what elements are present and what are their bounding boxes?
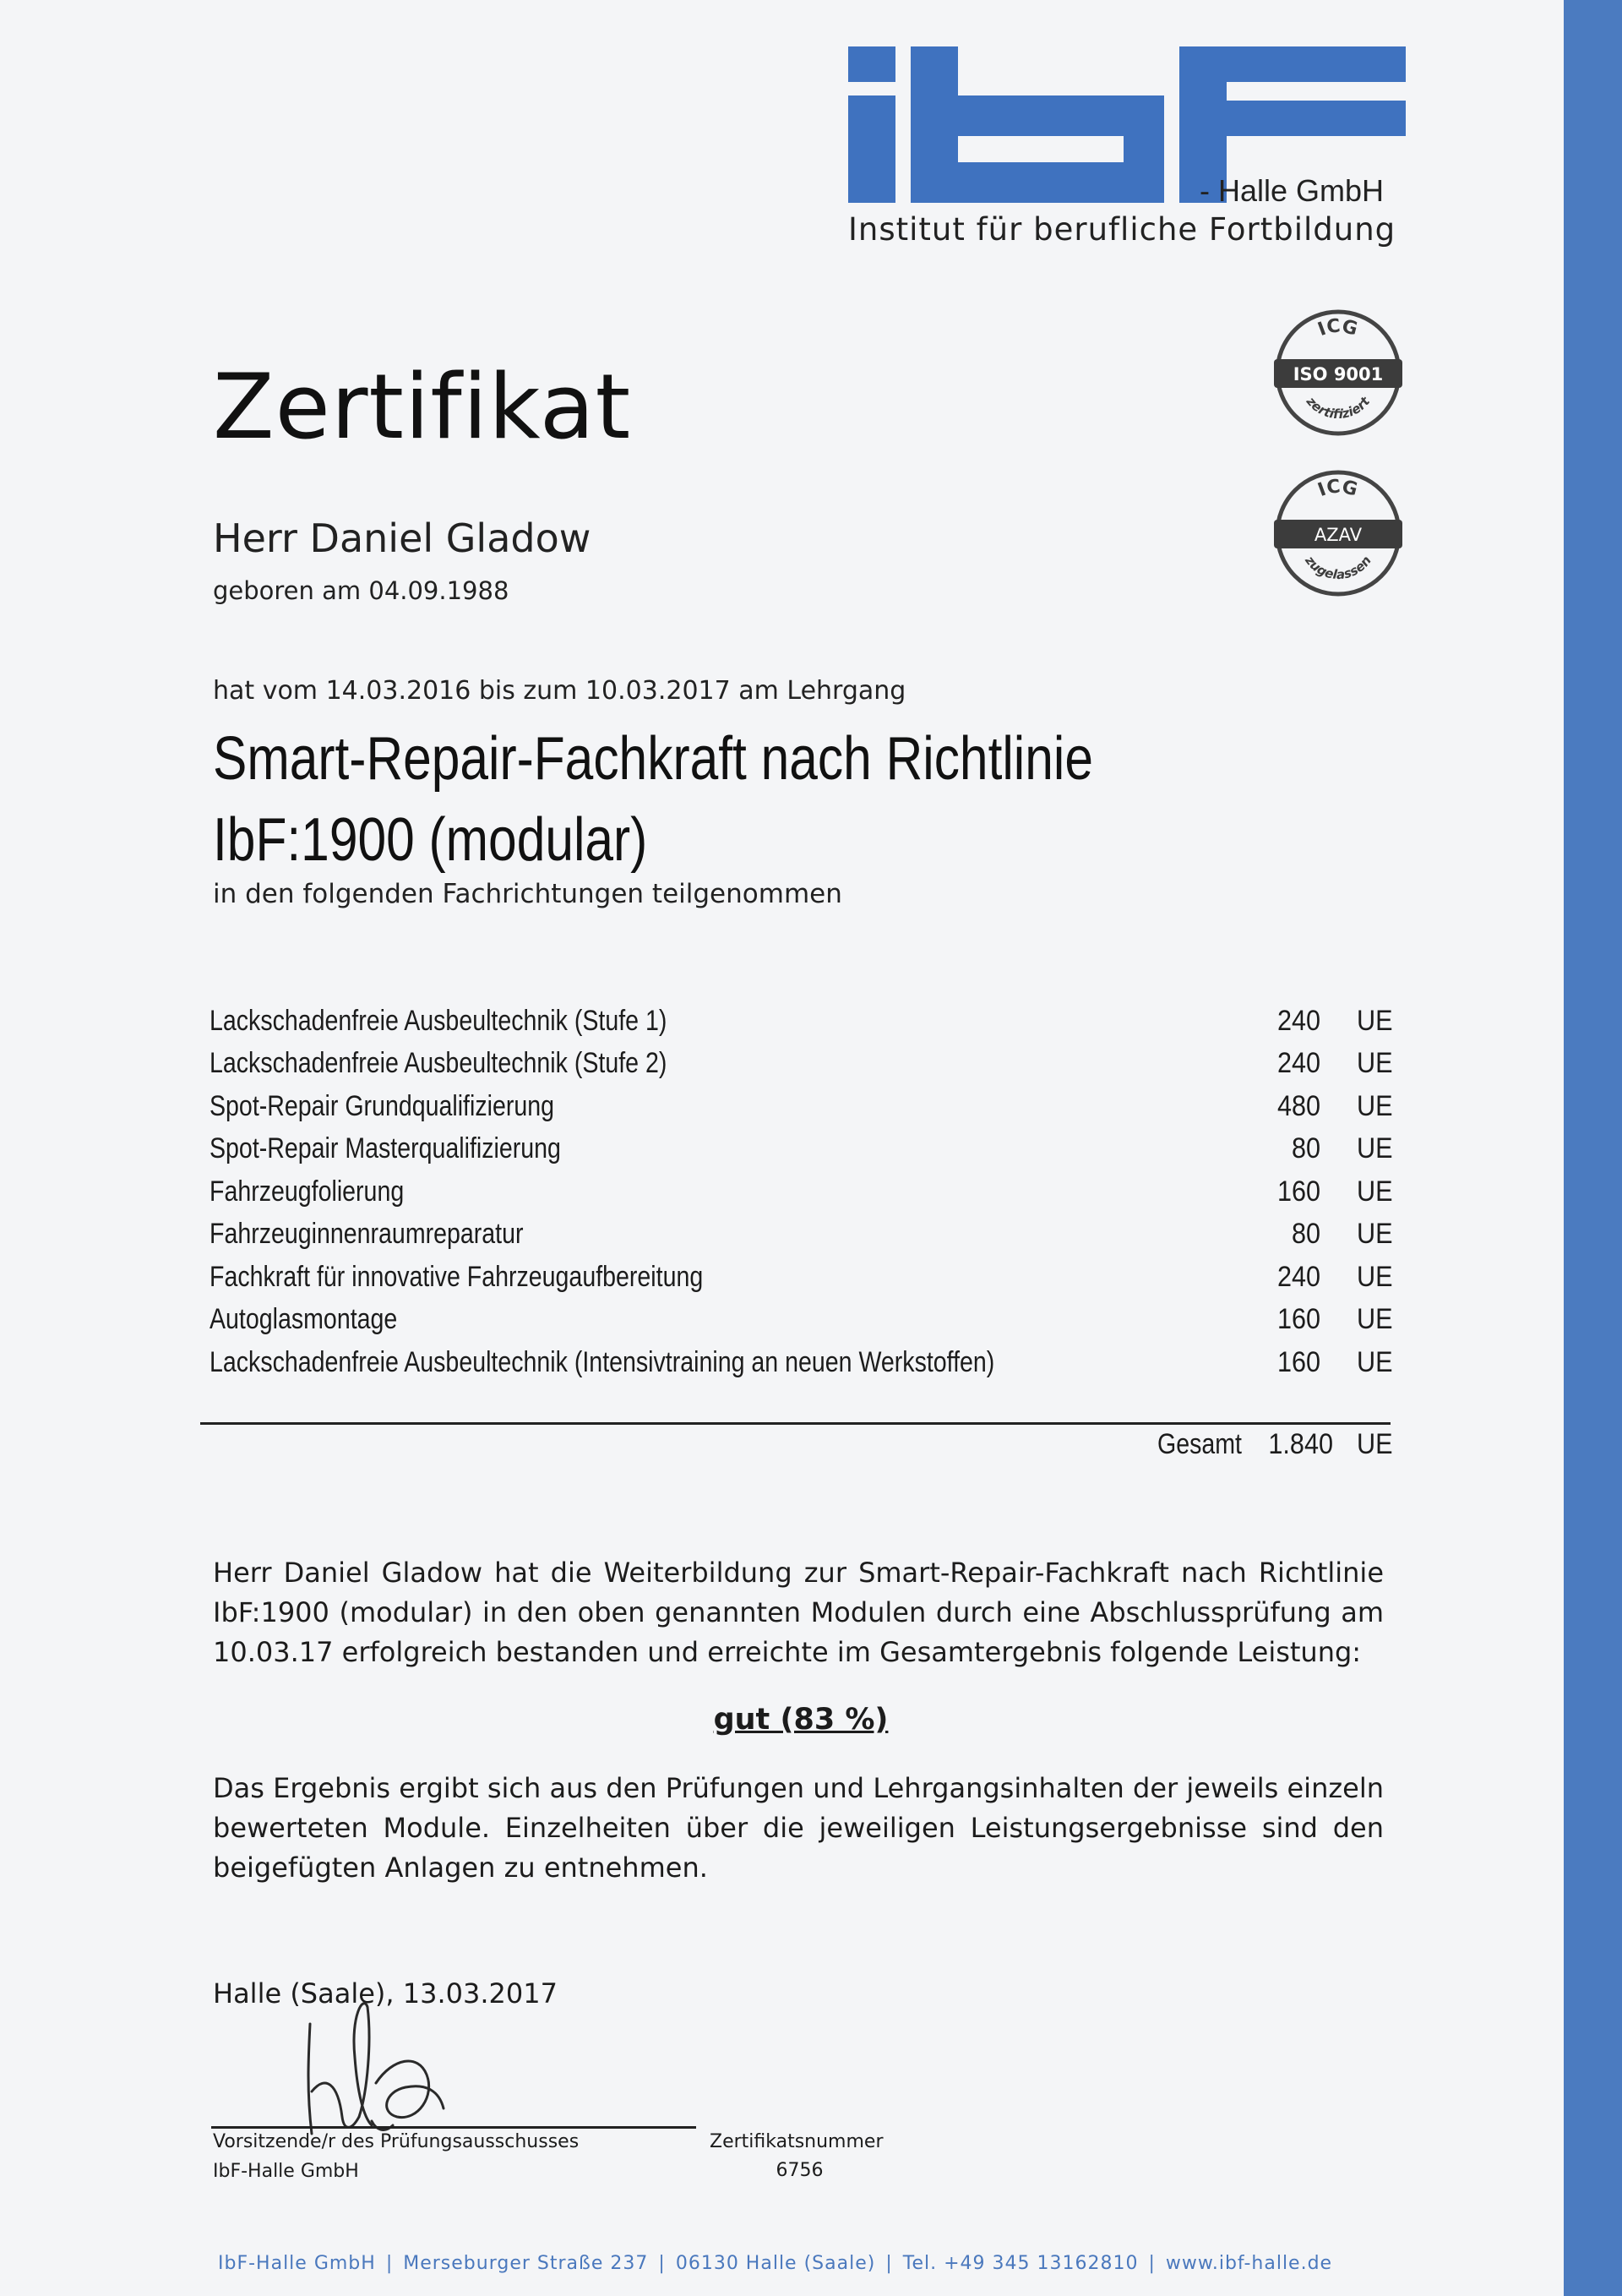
azav-seal-bottom-text: zugelassen <box>1302 553 1374 583</box>
module-unit: UE <box>1357 1303 1393 1336</box>
module-hours: 80 <box>1291 1132 1320 1165</box>
document-title: Zertifikat <box>213 355 632 459</box>
certificate-number-label: Zertifikatsnummer <box>710 2131 884 2152</box>
module-name: Lackschadenfreie Ausbeultechnik (Stufe 1) <box>210 1004 667 1037</box>
total-divider <box>200 1422 1391 1425</box>
grade-result: gut (83 %) <box>713 1703 889 1737</box>
svg-text:ICG <box>1315 477 1360 502</box>
module-row <box>210 1299 1392 1342</box>
total-label: Gesamt <box>1157 1428 1242 1460</box>
module-hours: 480 <box>1276 1089 1320 1122</box>
module-hours: 240 <box>1276 1004 1320 1037</box>
module-hours: 160 <box>1276 1303 1320 1336</box>
svg-text:zugelassen <box>1302 553 1374 582</box>
certificate-number: 6756 <box>776 2160 824 2181</box>
module-name: Fahrzeugfolierung <box>210 1175 405 1208</box>
iso-seal-top-text: ICG <box>1314 315 1360 341</box>
footer-separator: | <box>658 2253 666 2274</box>
iso-seal-band-text: ISO 9001 <box>1293 364 1384 384</box>
iso-9001-seal-icon <box>1274 308 1402 437</box>
azav-seal-band-text: AZAV <box>1314 525 1363 545</box>
footer-separator: | <box>1148 2253 1156 2274</box>
module-name: Spot-Repair Masterqualifizierung <box>210 1132 561 1165</box>
footer-street: Merseburger Straße 237 <box>403 2253 649 2274</box>
module-hours: 80 <box>1291 1218 1320 1251</box>
module-unit: UE <box>1357 1218 1393 1251</box>
footer-city: 06130 Halle (Saale) <box>675 2253 876 2274</box>
azav-seal-icon <box>1274 469 1402 597</box>
footer-address <box>218 2253 1332 2274</box>
module-unit: UE <box>1357 1089 1393 1122</box>
logo-subtitle: Institut für berufliche Fortbildung <box>848 211 1396 248</box>
module-name: Fachkraft für innovative Fahrzeugaufbereitung <box>210 1260 704 1293</box>
svg-text:ICG <box>1315 316 1360 341</box>
module-unit: UE <box>1357 1175 1393 1208</box>
total-unit: UE <box>1357 1428 1393 1460</box>
result-paragraph: Herr Daniel Gladow hat die Weiterbildung zur Smart-Repair-Fachkraft nach Richtlinie IbF:1900 (modular) in den oben genannten Modulen durch eine Abschlussprüfung am 10.03.17 erfolgreich bestanden und erreichte im Gesamtergebnis folgende Leistung: <box>213 1557 1384 1668</box>
module-row <box>210 1043 1392 1086</box>
module-row <box>210 1085 1392 1128</box>
logo-company-name: - Halle GmbH <box>1200 173 1385 208</box>
module-row <box>210 1000 1392 1043</box>
module-unit: UE <box>1357 1132 1393 1165</box>
course-name: Smart-Repair-Fachkraft nach Richtlinie IbF:1900 (modular) <box>213 725 1093 874</box>
course-subtitle: in den folgenden Fachrichtungen teilgenommen <box>213 879 842 909</box>
modules-list <box>210 1000 1392 1384</box>
module-unit: UE <box>1357 1047 1393 1080</box>
module-row <box>210 1341 1392 1384</box>
signatory-organization: IbF-Halle GmbH <box>213 2161 359 2182</box>
side-color-band <box>1564 0 1622 2296</box>
azav-seal-top-text: ICG <box>1314 476 1360 502</box>
module-unit: UE <box>1357 1004 1393 1037</box>
place-date: Halle (Saale), 13.03.2017 <box>213 1977 558 2010</box>
footer-company: IbF-Halle GmbH <box>218 2253 376 2274</box>
module-hours: 240 <box>1276 1047 1320 1080</box>
iso-seal-bottom-text: zertifiziert <box>1303 394 1374 422</box>
person-name: Herr Daniel Gladow <box>213 515 591 561</box>
module-name: Spot-Repair Grundqualifizierung <box>210 1089 555 1122</box>
footer-phone: Tel. +49 345 13162810 <box>902 2253 1139 2274</box>
explanation-paragraph: Das Ergebnis ergibt sich aus den Prüfungen und Lehrgangsinhalten der jeweils einzeln bewerteten Module. Einzelheiten über die jeweiligen Leistungsergebnisse sind den beigefügten Anlagen zu entnehmen. <box>213 1772 1384 1884</box>
module-row <box>210 1170 1392 1213</box>
module-row <box>210 1213 1392 1257</box>
module-name: Fahrzeuginnenraumreparatur <box>210 1218 524 1251</box>
total-value: 1.840 <box>1268 1428 1333 1460</box>
module-row <box>210 1128 1392 1171</box>
module-hours: 160 <box>1276 1175 1320 1208</box>
svg-text:zertifiziert <box>1303 393 1374 422</box>
signature-line <box>211 2126 696 2129</box>
module-hours: 160 <box>1276 1345 1320 1378</box>
module-unit: UE <box>1357 1260 1393 1293</box>
module-name: Lackschadenfreie Ausbeultechnik (Intensivtraining an neuen Werkstoffen) <box>210 1345 995 1378</box>
footer-separator: | <box>385 2253 394 2274</box>
footer-separator: | <box>885 2253 893 2274</box>
module-name: Autoglasmontage <box>210 1303 398 1336</box>
footer-web-link[interactable]: www.ibf-halle.de <box>1165 2253 1333 2274</box>
module-row <box>210 1256 1392 1299</box>
module-hours: 240 <box>1276 1260 1320 1293</box>
course-period: hat vom 14.03.2016 bis zum 10.03.2017 am Lehrgang <box>213 676 906 706</box>
birth-date: geboren am 04.09.1988 <box>213 576 509 605</box>
module-name: Lackschadenfreie Ausbeultechnik (Stufe 2) <box>210 1047 667 1080</box>
signatory-role: Vorsitzende/r des Prüfungsausschusses <box>213 2131 580 2152</box>
module-unit: UE <box>1357 1345 1393 1378</box>
